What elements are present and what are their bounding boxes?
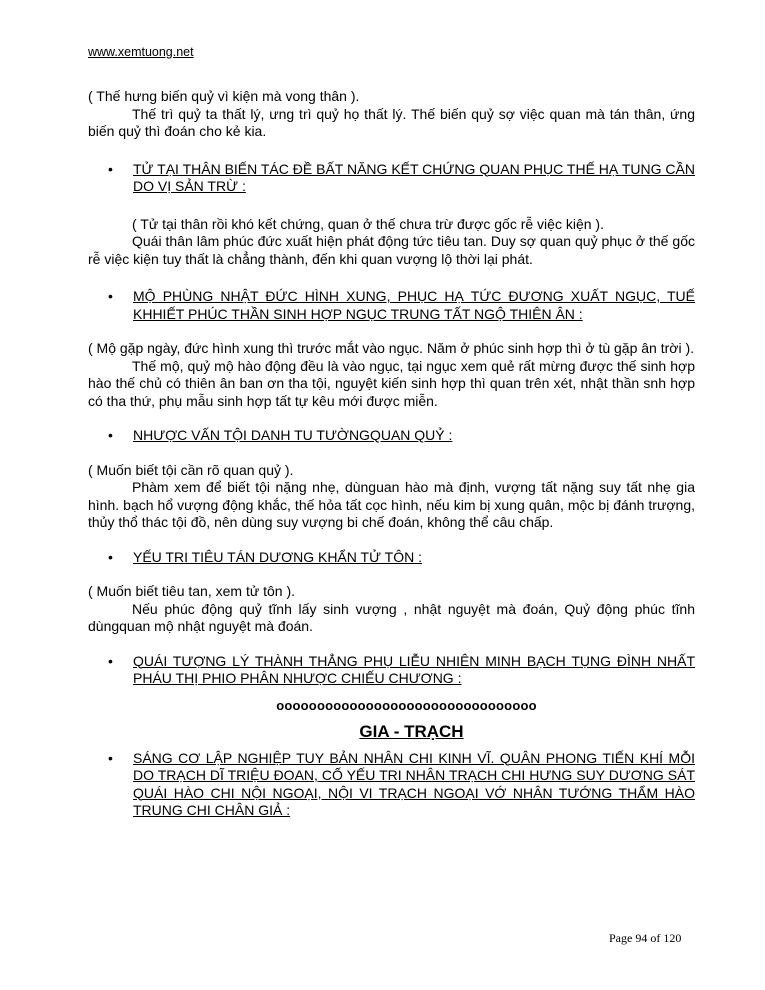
paragraph: Quái thân lâm phúc đức xuất hiện phát động tức tiêu tan. Duy sợ quan quỷ phục ở thế gốc rễ việc kiện tuy thất là chẳng thành, đến khi quan vượng lộ thời lại phát. — [88, 233, 695, 267]
paragraph: Thế mộ, quỷ mộ hào động đều là vào ngục, tại ngục xem quẻ rất mừng được thế sinh hợp hào thế chủ có thiên ân ban ơn tha tội, nguyệt kiến sinh hợp thì quan trên xét, nhật thần snh hợp có tha thứ, phụ mẫu sinh hợp tất tự kêu mới được miễn. — [88, 357, 695, 409]
paragraph: ( Tử tại thân rồi khó kết chứng, quan ở thế chưa trừ được gốc rễ việc kiện ). — [132, 215, 604, 232]
bullet-text: TỬ TẠI THÂN BIẾN TÁC ĐỀ BẤT NĂNG KẾT CHỨNG QUAN PHỤC THẾ HẠ TUNG CẦN DO VỊ SẢN TRỪ : — [133, 160, 695, 194]
bullet-item — [133, 427, 695, 445]
paragraph: ( Mộ gặp ngày, đức hình xung thì trước mắt vào ngục. Năm ở phúc sinh hợp thì ở tù gặp ân trời ). — [88, 340, 695, 356]
bullet-item — [133, 288, 695, 323]
bullet-item — [133, 653, 695, 688]
bullet-item — [133, 161, 695, 196]
section-divider: oooooooooooooooooooooooooooooooo — [276, 697, 537, 713]
section-heading: GIA - TRẠCH — [359, 722, 464, 741]
paragraph: Thế trì quỷ ta thất lý, ưng trì quỷ họ thất lý. Thế biến quỷ sợ việc quan mà tán thân, ứng biến quỷ thì đoán cho kẻ kia. — [88, 105, 695, 139]
paragraph: Phàm xem để biết tội nặng nhẹ, dùnguan hào mà định, vượng tất nặng suy tất nhẹ gia hình. bạch hổ vượng động khắc, thế hỏa tất cọc hình, nếu kim bị xung quân, mộc bị đánh trượng, thủy thổ thác tội đồ, nên dùng suy vượng bi chế đoán, không thể câu chấp. — [88, 479, 695, 530]
paragraph: Nếu phúc động quỷ tĩnh lấy sinh vượng , nhật nguyệt mà đoán, Quỷ động phúc tĩnh dùngquan mộ nhật nguyệt mà đoán. — [88, 600, 695, 634]
bullet-text: NHƯỢC VẤN TỘI DANH TU TƯỜNGQUAN QUỶ : — [133, 427, 453, 443]
bullet-item — [133, 549, 695, 567]
page-number: Page 94 of 120 — [609, 931, 682, 945]
bullet-item — [133, 750, 695, 820]
bullet-text: QUÁI TƯỢNG LÝ THÀNH THẲNG PHỤ LIỄU NHIÊN MINH BẠCH TỤNG ĐÌNH NHẤT PHÁU THỊ PHIO PHÂN NHƯỢC CHIẾU CHƯƠNG : — [133, 652, 695, 686]
bullet-text: SÁNG CƠ LẬP NGHIỆP TUY BẢN NHÂN CHI KINH VĨ. QUÂN PHONG TIẾN KHÍ MỖI DO TRẠCH DĨ TRIỆU ĐOAN, CỐ YẾU TRI NHÂN TRẠCH CHI HƯNG SUY DƯƠNG SÁT QUÁI HÀO CHI NỘI NGOẠI, NỘI VI TRẠCH NGOẠI VỚ NHÂN TƯỚNG THẨM HÀO TRUNG CHI CHÂN GIẢ : — [133, 749, 695, 818]
bullet-text: MỘ PHÙNG NHẬT ĐỨC HÌNH XUNG, PHỤC HẠ TỨC ĐƯƠNG XUẤT NGỤC, TUẾ KHHIẾT PHÚC THẦN SINH HỢP NGỤC TRUNG TẤT NGỘ THIÊN ÂN : — [133, 288, 695, 322]
paragraph: ( Thế hưng biến quỷ vì kiện mà vong thân ). — [88, 88, 360, 104]
site-url[interactable]: www.xemtuong.net — [88, 45, 194, 59]
bullet-text: YẾU TRI TIÊU TÁN DƯƠNG KHẨN TỬ TÔN : — [133, 548, 422, 565]
page-content — [88, 88, 695, 820]
paragraph: ( Muốn biết tội cần rõ quan quỷ ). — [88, 461, 294, 478]
paragraph: ( Muốn biết tiêu tan, xem tử tôn ). — [88, 583, 296, 599]
